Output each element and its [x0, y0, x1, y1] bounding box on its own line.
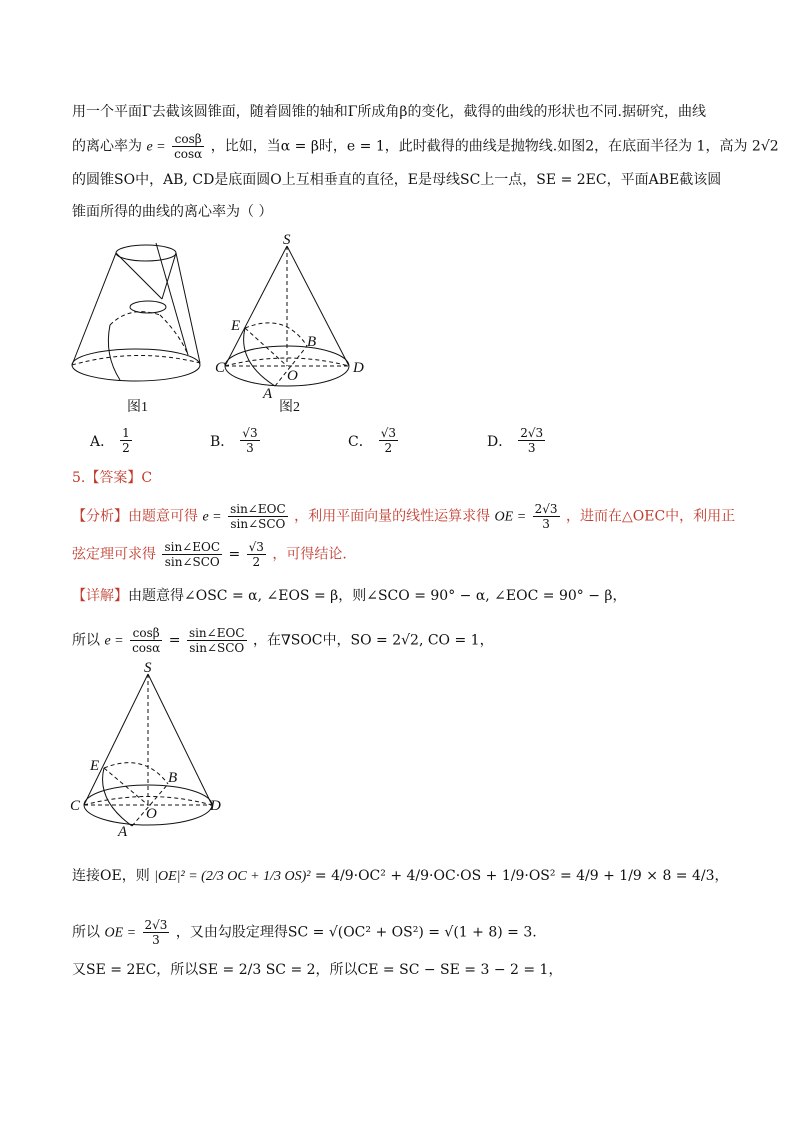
analysis-frac4-den: 2	[252, 555, 261, 569]
option-d[interactable]	[487, 426, 547, 455]
option-b-num: √3	[242, 426, 258, 440]
detail-line-2	[72, 626, 494, 655]
detail-oe-abs: |OE|² = (2/3 OC + 1/3 OS)²	[154, 869, 311, 884]
analysis-eq-sign: =	[228, 546, 241, 563]
analysis-line2-text-a: 弦定理可求得	[72, 546, 156, 563]
detail-oe-symbol: OE =	[104, 925, 137, 941]
eccentricity-symbol: e =	[146, 139, 166, 155]
detail-frac3-num: 2√3	[144, 918, 168, 932]
figure-2-caption: 图2	[279, 400, 300, 415]
analysis-line-1	[72, 502, 735, 531]
analysis-oe-symbol: OE =	[494, 509, 527, 525]
figure-3-cone-diagram	[70, 660, 230, 840]
detail-frac1-num: cosβ	[130, 626, 162, 641]
eccentricity-fraction	[172, 132, 204, 161]
analysis-text-a: 由题意可得	[128, 508, 198, 525]
detail-line-2-text-a: 所以	[72, 632, 100, 649]
detail-line-1	[72, 586, 627, 606]
analysis-frac1-den: sin∠SCO	[230, 517, 286, 531]
problem-line-4: 锥面所得的曲线的离心率为（ ）	[72, 204, 273, 220]
analysis-frac4-num: √3	[248, 540, 264, 554]
detail-line-4-text-b: ，又由勾股定理得SC = √(OC² + OS²) = √(1 + 8) = 3.	[175, 924, 537, 941]
problem-line-3: 的圆锥SO中，AB, CD是底面圆O上互相垂直的直径，E是母线SC上一点，SE = 2EC，平面ABE截该圆	[72, 172, 722, 188]
option-b-letter: B．	[210, 433, 235, 450]
option-d-letter: D．	[487, 433, 513, 450]
label-S-2: S	[144, 660, 152, 676]
figure-2-cone-diagram	[215, 232, 365, 402]
option-c-letter: C．	[348, 433, 373, 450]
problem-line-2-text-a: 的离心率为	[72, 138, 142, 155]
analysis-tag: 【分析】	[72, 508, 128, 525]
figure-1-cone-diagram	[70, 235, 220, 395]
detail-line-3-text-b: = 4/9·OC² + 4/9·OC·OS + 1/9·OS² = 4/9 + 1/9 × 8 = 4/3，	[314, 868, 729, 884]
label-O-2: O	[146, 806, 157, 822]
option-c-den: 2	[384, 441, 393, 455]
analysis-e-symbol: e =	[202, 509, 222, 525]
analysis-frac1-num: sin∠EOC	[230, 502, 286, 516]
label-A: A	[263, 386, 273, 402]
analysis-line-2	[72, 540, 347, 569]
analysis-frac2-num: 2√3	[534, 502, 558, 516]
label-O: O	[287, 368, 298, 384]
option-b-den: 3	[246, 441, 254, 455]
detail-e-symbol: e =	[104, 633, 124, 649]
option-a[interactable]	[90, 426, 134, 455]
detail-line-4-text-a: 所以	[72, 924, 100, 941]
label-D: D	[353, 360, 364, 376]
detail-line-3	[72, 866, 729, 887]
frac-denominator: cosα	[174, 147, 203, 161]
option-a-letter: A．	[90, 433, 115, 450]
detail-eq-sign: =	[168, 632, 181, 649]
option-c[interactable]	[348, 426, 400, 455]
label-S: S	[283, 232, 291, 248]
label-C-2: C	[70, 798, 81, 814]
analysis-line2-text-b: ，可得结论.	[272, 546, 347, 563]
detail-line-2-text-b: ，在∇SOC中，SO = 2√2, CO = 1，	[252, 632, 494, 649]
label-E-2: E	[90, 758, 100, 774]
figure-1-caption: 图1	[127, 400, 148, 415]
label-D-2: D	[210, 798, 221, 814]
option-a-num: 1	[122, 426, 130, 440]
detail-line-5: 又SE = 2EC，所以SE = 2/3 SC = 2，所以CE = SC − SE = 3 − 2 = 1，	[72, 962, 563, 978]
problem-line-1: 用一个平面Γ去截该圆锥面，随着圆锥的轴和Γ所成角β的变化，截得的曲线的形状也不同.据研究，曲线	[72, 104, 706, 120]
label-E: E	[231, 318, 241, 334]
detail-tag: 【详解】	[72, 588, 128, 604]
answer-label: 5.【答案】C	[72, 470, 153, 486]
analysis-frac2-den: 3	[542, 517, 550, 531]
option-d-num: 2√3	[520, 426, 544, 440]
frac-numerator: cosβ	[172, 132, 204, 147]
option-d-den: 3	[527, 441, 536, 455]
detail-frac1-den: cosα	[132, 641, 161, 655]
detail-frac2-num: sin∠EOC	[188, 626, 245, 640]
option-b[interactable]	[210, 426, 262, 455]
detail-line-3-text-a: 连接OE，则	[72, 868, 150, 884]
label-B: B	[307, 334, 317, 350]
analysis-text-c: ，进而在△OEC中，利用正	[565, 508, 736, 525]
label-C: C	[215, 360, 226, 376]
option-a-den: 2	[122, 441, 130, 455]
detail-frac2-den: sin∠SCO	[189, 641, 245, 655]
analysis-frac3-num: sin∠EOC	[164, 540, 221, 554]
label-A-2: A	[118, 824, 128, 840]
detail-line-4	[72, 918, 537, 947]
detail-frac3-den: 3	[152, 933, 160, 947]
option-c-num: √3	[380, 426, 396, 440]
detail-line-1-text: 由题意得∠OSC = α, ∠EOS = β，则∠SCO = 90° − α, ∠EOC = 90° − β，	[128, 588, 627, 604]
label-B-2: B	[168, 770, 178, 786]
problem-line-2-text-b: ，比如，当α = β时，e = 1，此时截得的曲线是抛物线.如图2，在底面半径为 1，高为 2√2	[210, 138, 779, 155]
analysis-frac3-den: sin∠SCO	[164, 555, 220, 569]
analysis-text-b: ，利用平面向量的线性运算求得	[294, 508, 491, 525]
problem-line-2	[72, 132, 779, 161]
